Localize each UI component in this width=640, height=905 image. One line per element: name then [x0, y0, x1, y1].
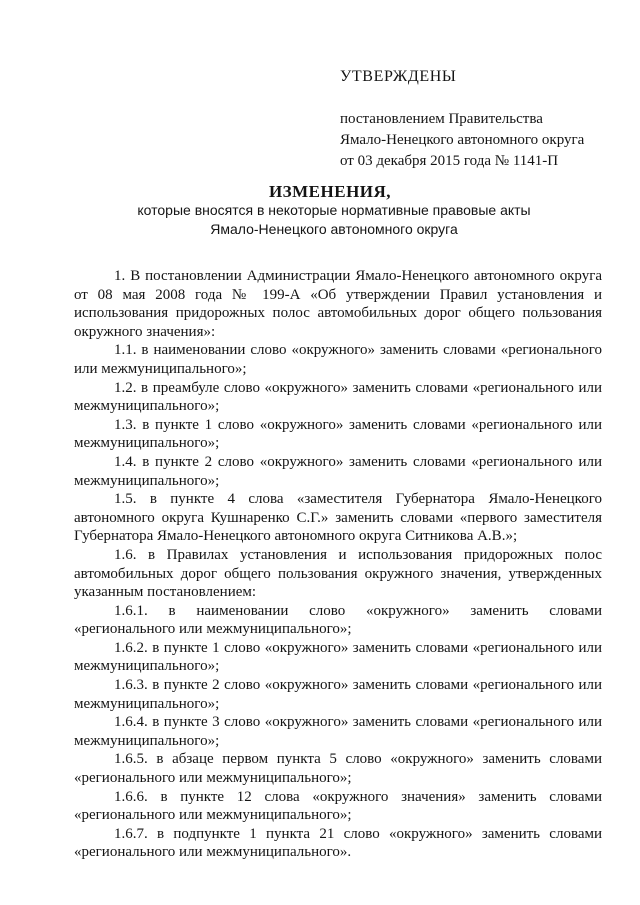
paragraph-1-6-5: 1.6.5. в абзаце первом пункта 5 слово «окружного» заменить словами «регионального или межмуниципального»;	[74, 751, 602, 787]
paragraph-1-6-1: 1.6.1. в наименовании слово «окружного» заменить словами «регионального или межмуниципального»;	[74, 602, 602, 638]
paragraph-1-5: 1.5. в пункте 4 слова «заместителя Губернатора Ямало-Ненецкого автономного округа Кушнаренко С.Г.» заменить словами «первого заместителя Губернатора Ямало-Ненецкого автономного округа Ситникова А.В.»;	[74, 491, 602, 545]
document-subtitle-line-2: Ямало-Ненецкого автономного округа	[210, 221, 458, 237]
paragraph-1-3: 1.3. в пункте 1 слово «окружного» заменить словами «регионального или межмуниципального»;	[74, 416, 602, 452]
approval-line-1: постановлением Правительства	[340, 111, 543, 127]
paragraph-1-6-2: 1.6.2. в пункте 1 слово «окружного» заменить словами «регионального или межмуниципального»;	[74, 639, 602, 675]
approval-stamp-block	[340, 66, 620, 172]
paragraph-1-6-6: 1.6.6. в пункте 12 слова «окружного значения» заменить словами «регионального или межмуниципального»;	[74, 788, 602, 824]
approval-line-2: Ямало-Ненецкого автономного округа	[340, 132, 585, 148]
paragraph-1-2: 1.2. в преамбуле слово «окружного» заменить словами «регионального или межмуниципального»;	[74, 379, 602, 415]
paragraph-1-6-7: 1.6.7. в подпункте 1 пункта 21 слово «окружного» заменить словами «регионального или межмуниципального».	[74, 825, 602, 861]
document-subtitle-line-1: которые вносятся в некоторые нормативные правовые акты	[137, 202, 531, 218]
paragraph-1-6-4: 1.6.4. в пункте 3 слово «окружного» заменить словами «регионального или межмуниципального»;	[74, 714, 602, 749]
paragraph-1-6: 1.6. в Правилах установления и использования придорожных полос автомобильных дорог общего пользования окружного значения, утвержденных указанным постановлением:	[74, 546, 602, 601]
paragraph-1: 1. В постановлении Администрации Ямало-Ненецкого автономного округа от 08 мая 2008 года № 199-А «Об утверждении Правил установления и использования придорожных полос автомобильных дорог общего пользования окружного значения»:	[74, 268, 602, 340]
paragraph-1-1: 1.1. в наименовании слово «окружного» заменить словами «регионального или межмуниципального»;	[74, 342, 602, 377]
paragraph-1-4: 1.4. в пункте 2 слово «окружного» заменить словами «регионального или межмуниципального»;	[74, 453, 602, 489]
approval-line-3: от 03 декабря 2015 года № 1141-П	[340, 153, 559, 169]
paragraph-1-6-3: 1.6.3. в пункте 2 слово «окружного» заменить словами «регионального или межмуниципального»;	[74, 677, 602, 712]
document-body	[74, 267, 602, 862]
document-title: ИЗМЕНЕНИЯ,	[268, 182, 392, 201]
approval-title: УТВЕРЖДЕНЫ	[340, 68, 457, 85]
document-heading	[0, 182, 640, 239]
